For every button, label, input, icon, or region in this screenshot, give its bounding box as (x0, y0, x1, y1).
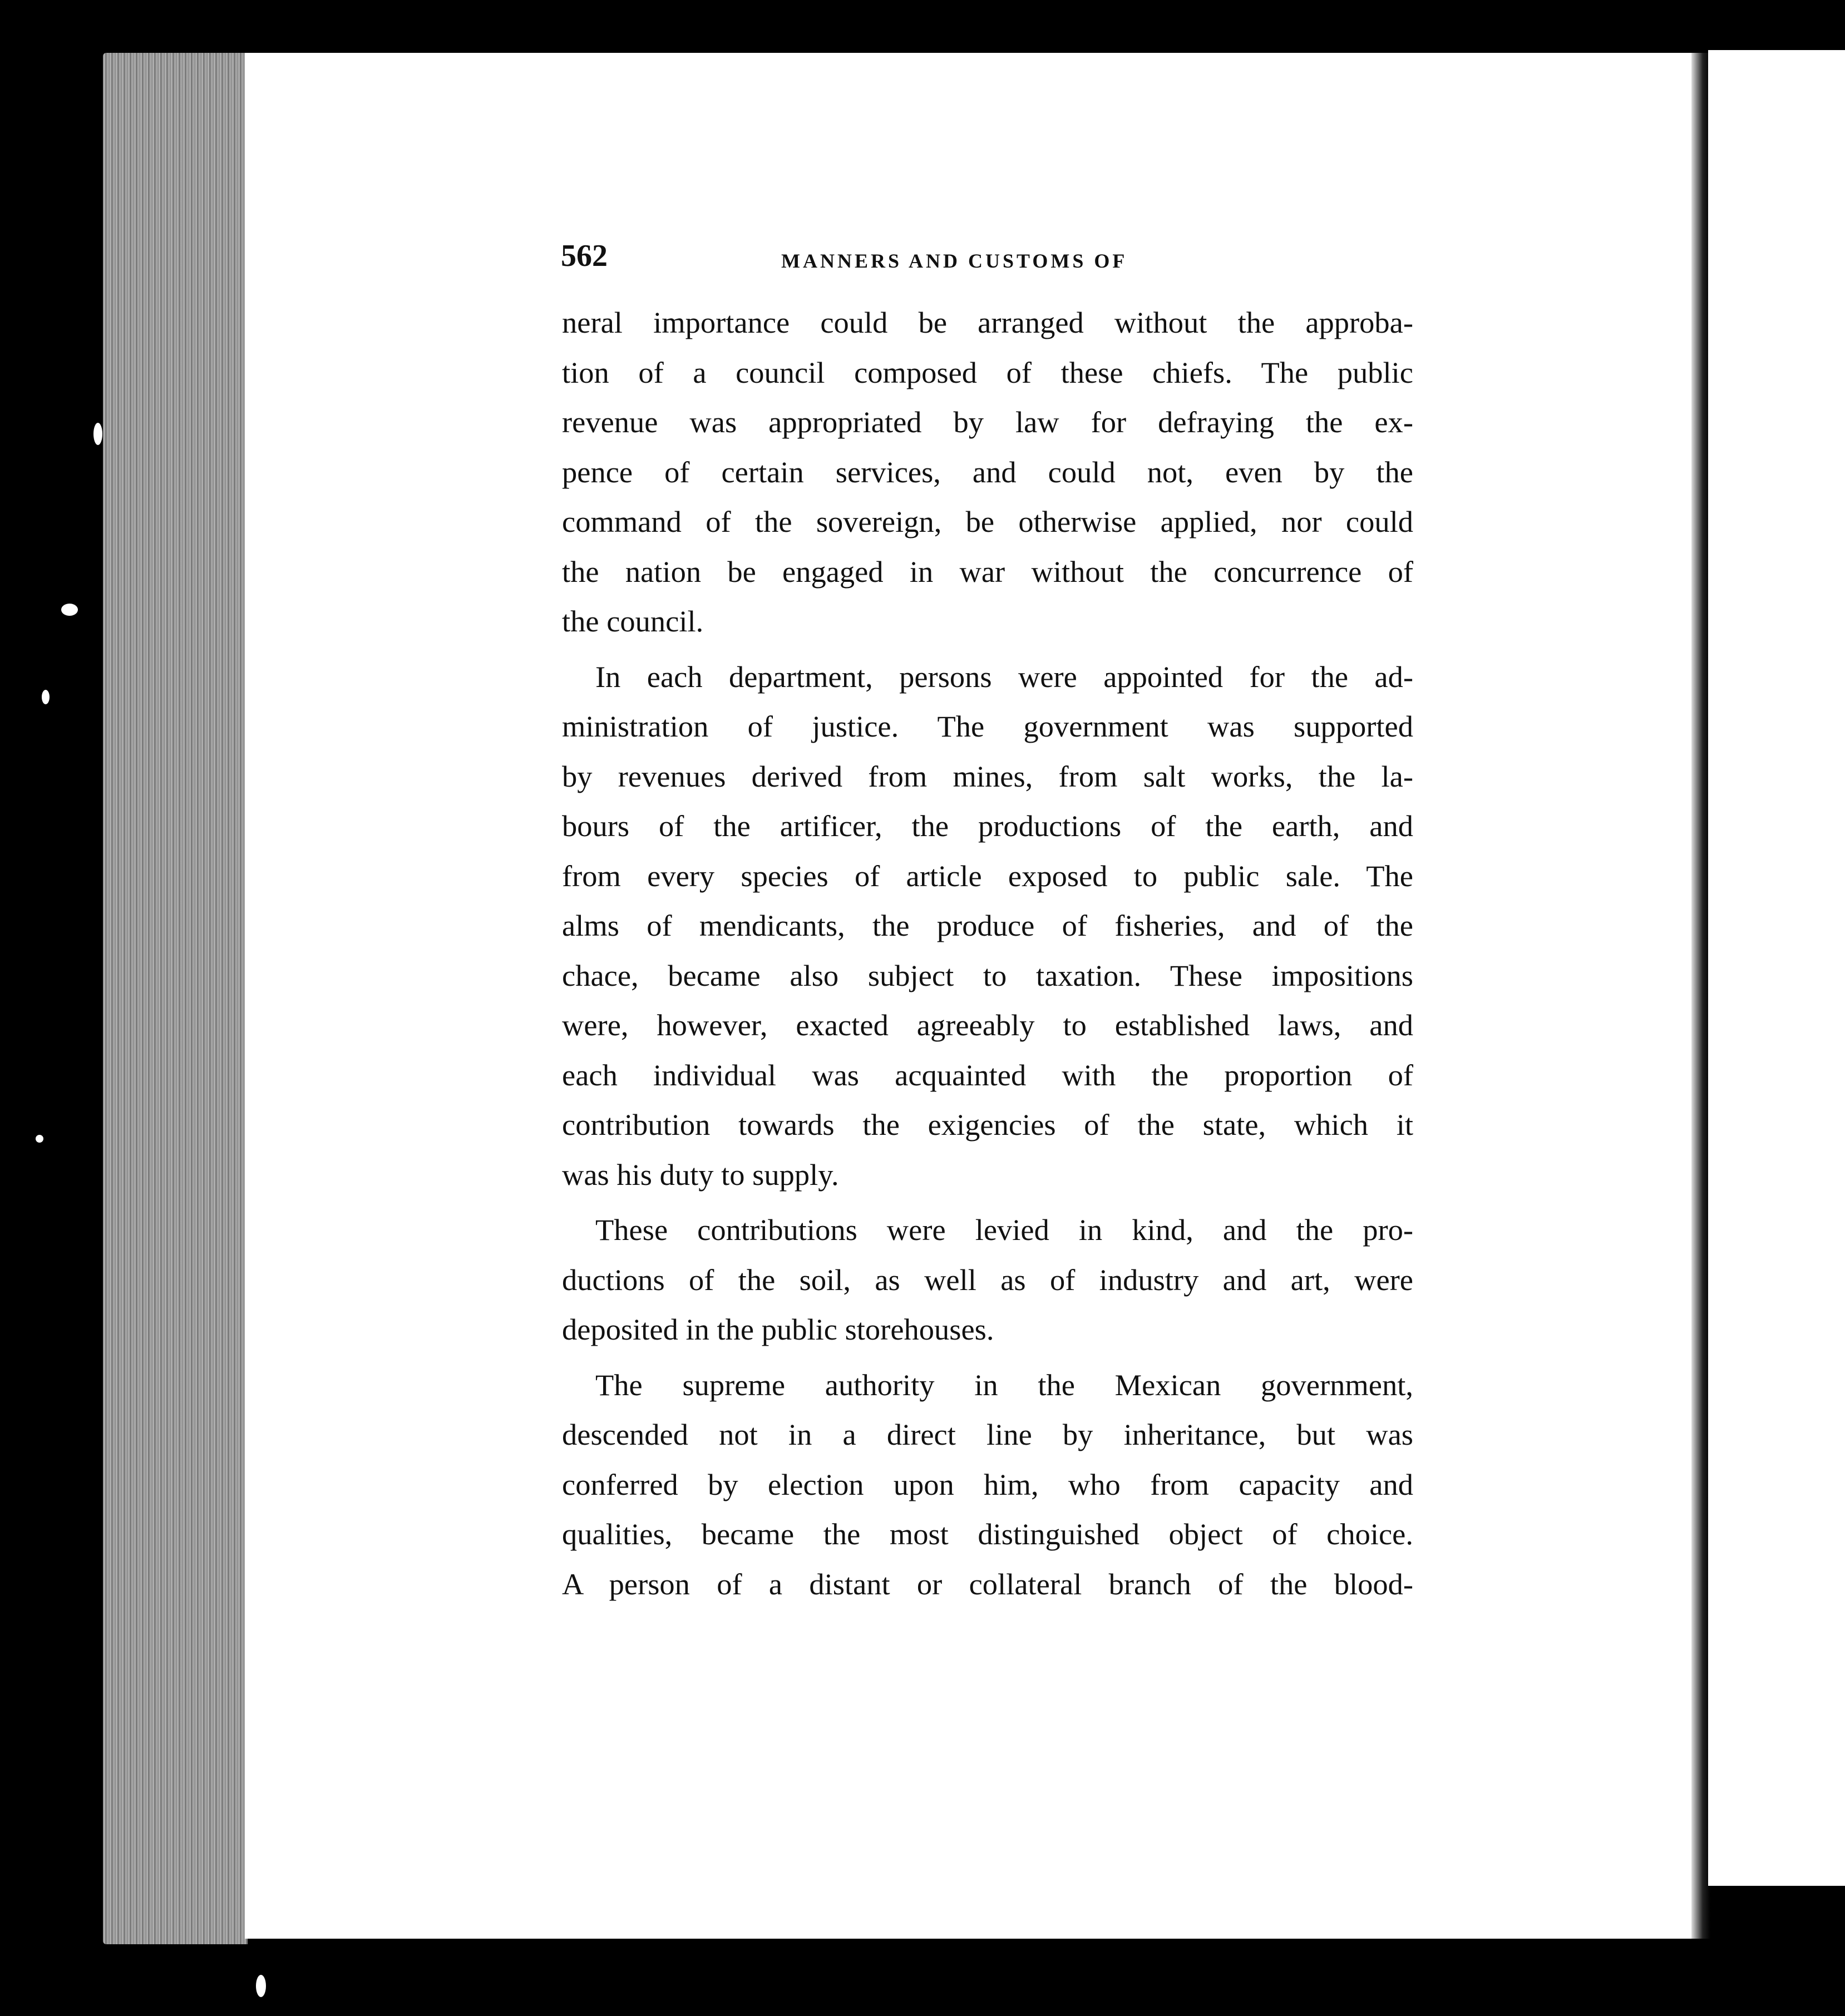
text-line: contribution towards the exigencies of the state, which it (562, 1108, 1413, 1142)
text-line: from every species of article exposed to public sale. The (562, 858, 1413, 893)
paragraph (562, 652, 1413, 1200)
text-line: ministration of justice. The government was supported (562, 709, 1413, 743)
scan-speck (93, 423, 102, 445)
scan-speck (36, 1135, 43, 1143)
text-line: deposited in the public storehouses. (562, 1312, 994, 1346)
page-header (561, 238, 1418, 299)
text-line: chace, became also subject to taxation. These impositions (562, 958, 1413, 992)
paragraph (562, 1360, 1413, 1609)
text-line: These contributions were levied in kind, and the pro- (595, 1213, 1413, 1247)
running-head: MANNERS AND CUSTOMS OF (781, 250, 1128, 272)
text-line: the council. (562, 604, 704, 638)
facing-page-sliver (1708, 50, 1845, 1886)
text-line: the nation be engaged in war without the concurrence of (562, 554, 1413, 589)
text-line: was his duty to supply. (562, 1157, 839, 1192)
text-line: conferred by election upon him, who from capacity and (562, 1467, 1413, 1501)
scan-speck (256, 1975, 266, 1997)
scan-speck (61, 604, 78, 616)
text-line: were, however, exacted agreeably to established laws, and (562, 1008, 1413, 1042)
text-line: descended not in a direct line by inheritance, but was (562, 1417, 1413, 1451)
paragraph (562, 298, 1413, 646)
paragraph (562, 1205, 1413, 1355)
text-line: ductions of the soil, as well as of industry and art, were (562, 1262, 1413, 1297)
text-line: In each department, persons were appointed for the ad- (595, 659, 1413, 694)
page-number: 562 (561, 239, 608, 273)
text-line: alms of mendicants, the produce of fisheries, and of the (562, 908, 1413, 942)
book-gutter (1691, 53, 1710, 1939)
text-line: command of the sovereign, be otherwise applied, nor could (562, 505, 1413, 538)
text-line: pence of certain services, and could not, even by the (562, 454, 1413, 489)
text-line: revenue was appropriated by law for defraying the ex- (562, 405, 1413, 439)
text-line: qualities, became the most distinguished object of choice. (562, 1517, 1413, 1551)
scan-speck (42, 690, 50, 704)
text-line: neral importance could be arranged without the approba- (562, 305, 1413, 339)
text-line: each individual was acquainted with the proportion of (562, 1058, 1413, 1092)
page-edge-stack (103, 53, 248, 1944)
text-line: A person of a distant or collateral branch of the blood- (562, 1567, 1413, 1601)
text-line: tion of a council composed of these chiefs. The public (562, 355, 1413, 389)
body-text (562, 298, 1413, 1614)
text-line: by revenues derived from mines, from salt works, the la- (562, 759, 1413, 793)
text-line: bours of the artificer, the productions of the earth, and (562, 809, 1413, 843)
text-line: The supreme authority in the Mexican government, (595, 1367, 1413, 1402)
